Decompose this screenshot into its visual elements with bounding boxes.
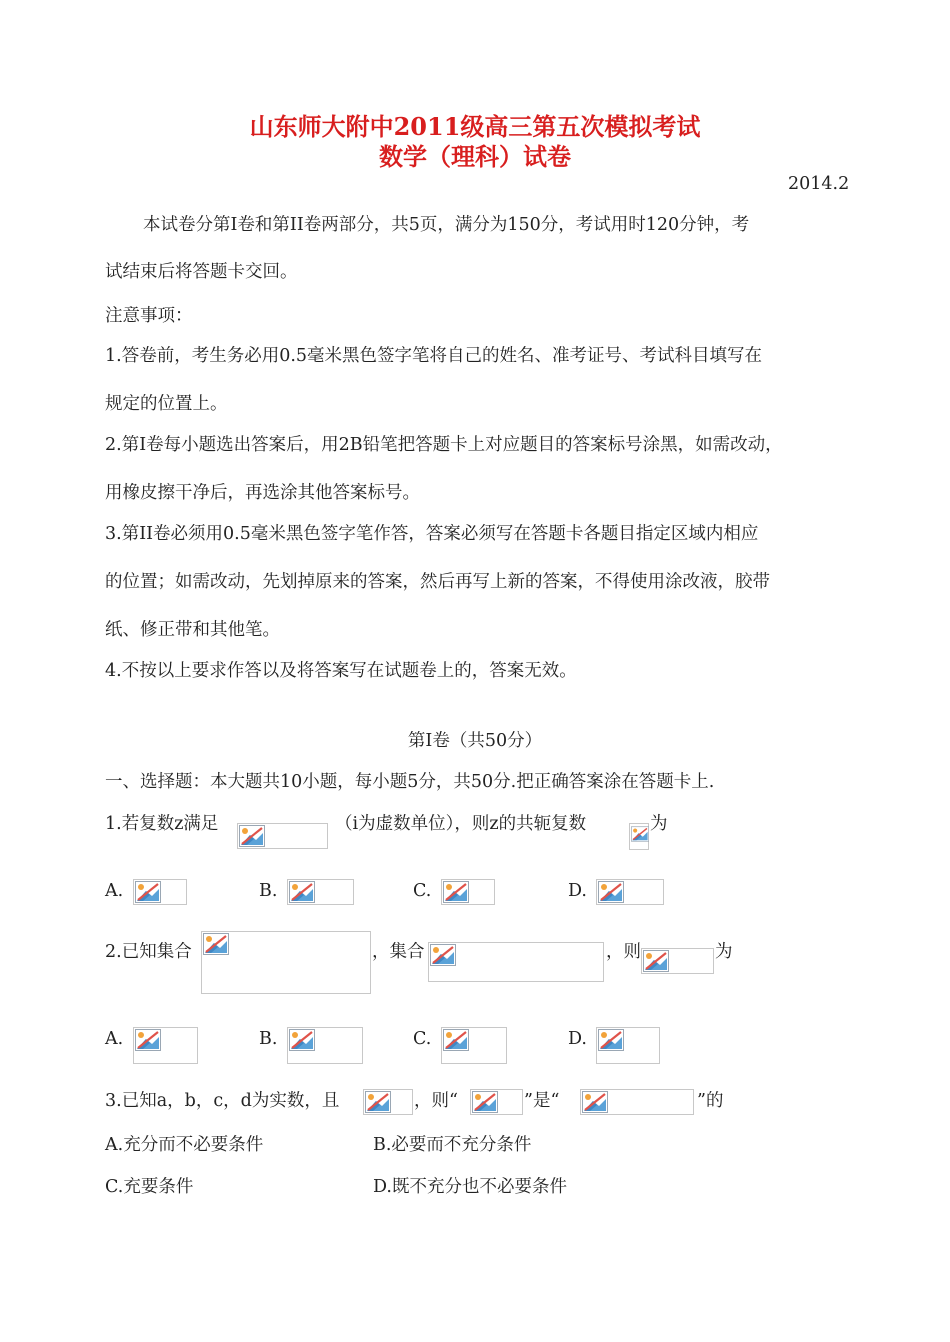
broken-image-icon xyxy=(643,950,669,972)
q2-option-d-label: D. xyxy=(568,1029,587,1049)
q1-option-a-label: A. xyxy=(105,881,124,901)
q1-option-b-label: B. xyxy=(259,881,278,901)
note-2-line-2: 用橡皮擦干净后，再选涂其他答案标号。 xyxy=(105,483,420,503)
q2-set-b-image xyxy=(428,942,604,982)
broken-image-icon xyxy=(598,881,624,903)
note-3-line-3: 纸、修正带和其他笔。 xyxy=(105,620,280,640)
broken-image-icon xyxy=(203,933,229,955)
exam-date: 2014.2 xyxy=(788,174,850,194)
q2-text-1: 2.已知集合 xyxy=(105,942,192,962)
q1-option-b-image xyxy=(287,879,354,905)
q2-option-a-image xyxy=(133,1027,198,1064)
broken-image-icon xyxy=(443,881,469,903)
q3-text-3: ”是“ xyxy=(524,1091,560,1111)
q2-option-d-image xyxy=(596,1027,660,1064)
q3-option-d: D.既不充分也不必要条件 xyxy=(373,1177,567,1197)
broken-image-icon xyxy=(289,881,315,903)
q1-text-2: （i为虚数单位），则z的共轭复数 xyxy=(335,814,587,834)
note-3-line-1: 3.第II卷必须用0.5毫米黑色签字笔作答，答案必须写在答题卡各题目指定区域内相应 xyxy=(105,524,759,544)
q1-option-c-label: C. xyxy=(413,881,432,901)
q3-statement-p-image xyxy=(470,1089,523,1115)
q2-option-c-label: C. xyxy=(413,1029,432,1049)
broken-image-icon xyxy=(582,1091,608,1113)
q1-option-d-label: D. xyxy=(568,881,587,901)
note-1-line-2: 规定的位置上。 xyxy=(105,394,228,414)
q3-condition-image xyxy=(363,1089,413,1115)
q3-statement-q-image xyxy=(580,1089,694,1115)
q2-text-4: 为 xyxy=(715,942,733,962)
broken-image-icon xyxy=(430,944,456,966)
note-2-line-1: 2.第I卷每小题选出答案后，用2B铅笔把答题卡上对应题目的答案标号涂黑，如需改动， xyxy=(105,435,783,455)
q3-text-4: ”的 xyxy=(697,1091,724,1111)
broken-image-icon xyxy=(631,825,649,843)
q1-option-d-image xyxy=(596,879,664,905)
intro-line-2: 试结束后将答题卡交回。 xyxy=(105,262,298,282)
broken-image-icon xyxy=(598,1029,624,1051)
q1-text-1: 1.若复数z满足 xyxy=(105,814,219,834)
notes-heading: 注意事项： xyxy=(105,306,193,326)
q2-option-a-label: A. xyxy=(105,1029,124,1049)
intro-line-1: 本试卷分第I卷和第II卷两部分，共5页，满分为150分，考试用时120分钟，考 xyxy=(143,215,750,235)
broken-image-icon xyxy=(289,1029,315,1051)
broken-image-icon xyxy=(135,1029,161,1051)
q2-set-a-image xyxy=(201,931,371,994)
q3-option-b: B.必要而不充分条件 xyxy=(373,1135,532,1155)
q2-option-c-image xyxy=(441,1027,507,1064)
q3-text-1: 3.已知a，b，c，d为实数，且 xyxy=(105,1091,340,1111)
q3-option-c: C.充要条件 xyxy=(105,1177,194,1197)
exam-subtitle: 数学（理科）试卷 xyxy=(379,142,571,171)
exam-title: 山东师大附中2011级高三第五次模拟考试 xyxy=(249,112,701,141)
q3-option-a: A.充分而不必要条件 xyxy=(105,1135,264,1155)
section-instruction: 一、选择题：本大题共10小题，每小题5分，共50分.把正确答案涂在答题卡上. xyxy=(105,772,715,792)
q1-equation-image xyxy=(237,823,328,849)
q1-conjugate-image xyxy=(629,823,649,850)
broken-image-icon xyxy=(443,1029,469,1051)
q2-option-b-label: B. xyxy=(259,1029,278,1049)
q1-option-c-image xyxy=(441,879,495,905)
note-4-line-1: 4.不按以上要求作答以及将答案写在试题卷上的，答案无效。 xyxy=(105,661,577,681)
note-1-line-1: 1.答卷前，考生务必用0.5毫米黑色签字笔将自己的姓名、准考证号、考试科目填写在 xyxy=(105,346,763,366)
broken-image-icon xyxy=(239,825,265,847)
broken-image-icon xyxy=(135,881,161,903)
broken-image-icon xyxy=(365,1091,391,1113)
q1-text-3: 为 xyxy=(650,814,668,834)
q2-text-3: ，则 xyxy=(606,942,641,962)
q2-option-b-image xyxy=(287,1027,363,1064)
section-heading: 第I卷（共50分） xyxy=(407,731,543,751)
broken-image-icon xyxy=(472,1091,498,1113)
note-3-line-2: 的位置；如需改动，先划掉原来的答案，然后再写上新的答案，不得使用涂改液，胶带 xyxy=(105,572,770,592)
q3-text-2: ，则“ xyxy=(414,1091,458,1111)
q2-text-2: ，集合 xyxy=(372,942,425,962)
q2-expression-image xyxy=(641,948,714,974)
q1-option-a-image xyxy=(133,879,187,905)
